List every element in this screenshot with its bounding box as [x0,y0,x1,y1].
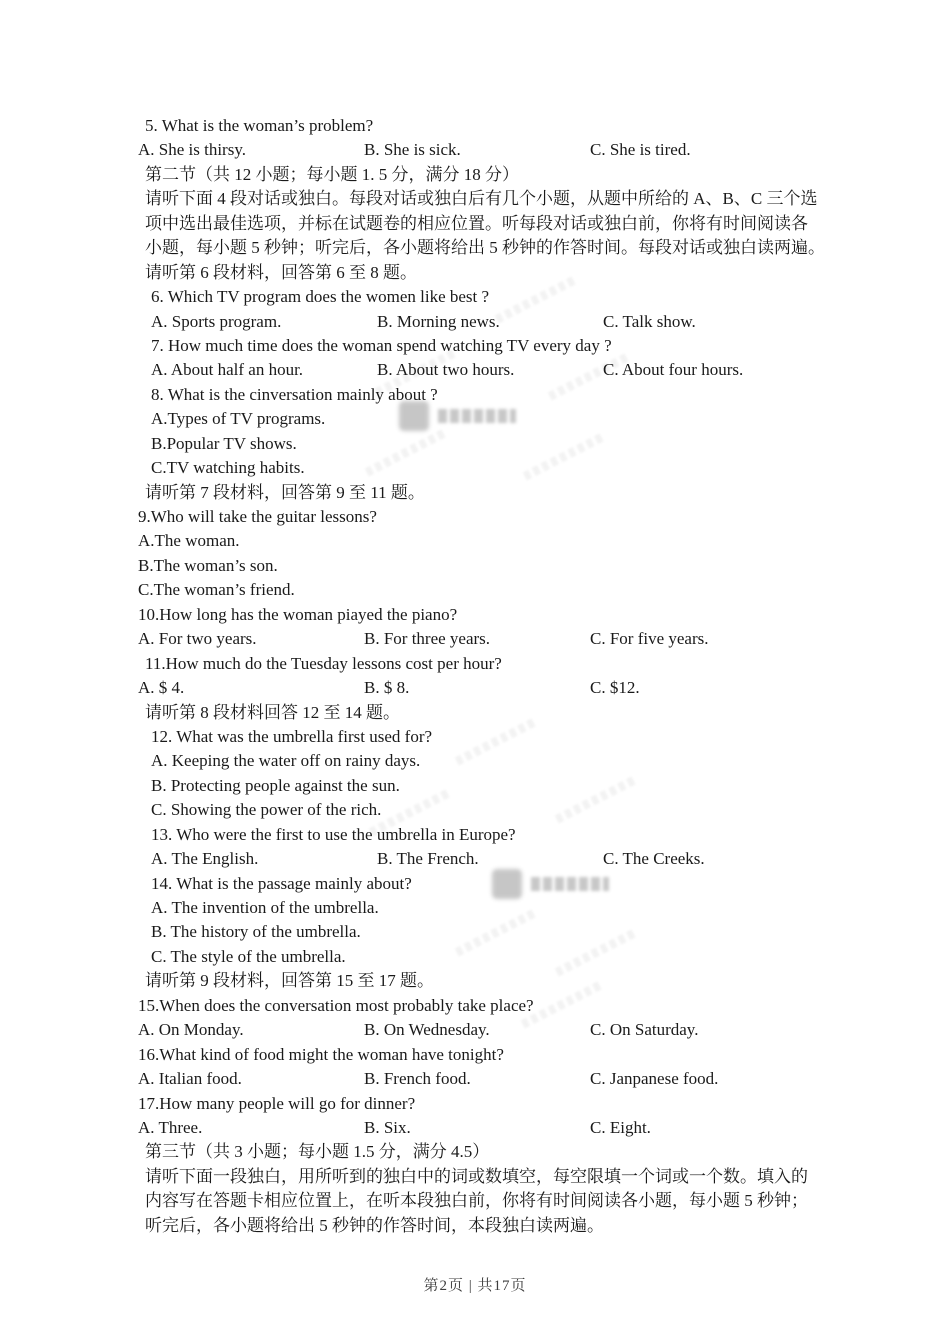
option-b: B. $ 8. [364,678,410,698]
option: A.Types of TV programs. [151,409,326,429]
option: B.Popular TV shows. [151,433,297,453]
option: A. Keeping the water off on rainy days. [151,751,421,771]
question: 7. How much time does the woman spend watching TV every day ? [151,335,612,355]
options-row [138,1067,816,1091]
options-row [138,138,816,162]
question: 16.What kind of food might the woman have tonight? [138,1044,504,1064]
material-prompt: 请听第 9 段材料，回答第 15 至 17 题。 [145,971,434,991]
section-heading: 第二节（共 12 小题；每小题 1. 5 分，满分 18 分） [145,164,519,184]
option-c: C. Talk show. [603,311,696,331]
option-b: B. Morning news. [377,311,500,331]
question: 14. What is the passage mainly about? [151,873,412,893]
option-a: A. The English. [151,849,259,869]
option: B.The woman’s son. [138,555,278,575]
question: 12. What was the umbrella first used for? [151,726,433,746]
instruction: 项中选出最佳选项，并标在试题卷的相应位置。听每段对话或独白前，你将有时间阅读各 [145,213,808,233]
question: 9.Who will take the guitar lessons? [138,507,377,526]
option-c: C. She is tired. [590,140,691,160]
option-a: A. $ 4. [138,678,185,698]
option-c: C. Janpanese food. [590,1069,719,1089]
options-row [138,358,816,382]
option: C.The woman’s friend. [138,580,295,600]
instruction: 请听下面一段独白，用所听到的独白中的词或数填空，每空限填一个词或一个数。填入的 [145,1166,808,1186]
options-row [138,847,816,871]
instruction: 内容写在答题卡相应位置上，在听本段独白前，你将有时间阅读各小题，每小题 5 秒钟； [145,1191,808,1211]
option-a: A. Italian food. [138,1069,242,1089]
option-c: C. The Creeks. [603,849,705,869]
question: 5. What is the woman’s problem? [145,116,374,135]
option: C. Showing the power of the rich. [151,800,382,820]
options-row [138,1018,816,1042]
options-row [138,310,816,334]
option-b: B. Six. [364,1117,411,1137]
option-c: C. Eight. [590,1117,651,1137]
option-b: B. She is sick. [364,140,461,160]
option-a: A. Three. [138,1117,203,1137]
instruction: 听完后，各小题将给出 5 秒钟的作答时间，本段独白读两遍。 [145,1215,604,1235]
option-c: C. For five years. [590,629,709,649]
page-number-label: 第2页 | 共17页 [423,1278,527,1294]
option-b: B. About two hours. [377,360,515,380]
instruction: 请听下面 4 段对话或独白。每段对话或独白后有几个小题，从题中所给的 A、B、C 三个选 [145,189,818,209]
question: 15.When does the conversation most probably take place? [138,995,534,1015]
material-prompt: 请听第 8 段材料回答 12 至 14 题。 [145,702,400,722]
option-b: B. For three years. [364,629,491,649]
option: C. The style of the umbrella. [151,946,346,966]
options-row [138,1116,816,1140]
section-heading: 第三节（共 3 小题；每小题 1.5 分，满分 4.5） [145,1142,490,1162]
options-row [138,627,816,651]
option-a: A. She is thirsy. [138,140,246,160]
question: 10.How long has the woman piayed the piano? [138,604,458,624]
question: 8. What is the cinversation mainly about ? [151,384,438,404]
question: 13. Who were the first to use the umbrella in Europe? [151,824,516,844]
option: B. Protecting people against the sun. [151,775,400,795]
instruction: 小题，每小题 5 秒钟；听完后，各小题将给出 5 秒钟的作答时间。每段对话或独白读两遍。 [145,238,825,258]
material-prompt: 请听第 6 段材料，回答第 6 至 8 题。 [145,262,417,282]
option: A.The woman. [138,531,240,551]
option-b: B. On Wednesday. [364,1020,490,1040]
question: 6. Which TV program does the women like best ? [151,287,490,307]
option-c: C. On Saturday. [590,1020,699,1040]
option-c: C. $12. [590,678,640,698]
material-prompt: 请听第 7 段材料，回答第 9 至 11 题。 [145,482,425,502]
exam-content [138,114,825,1238]
option-a: A. For two years. [138,629,257,649]
option: B. The history of the umbrella. [151,922,361,942]
options-row [138,676,816,700]
question: 17.How many people will go for dinner? [138,1093,416,1113]
option-c: C. About four hours. [603,360,744,380]
option-a: A. About half an hour. [151,360,304,380]
question: 11.How much do the Tuesday lessons cost per hour? [145,653,502,673]
option: A. The invention of the umbrella. [151,898,379,917]
option: C.TV watching habits. [151,458,305,478]
option-b: B. The French. [377,849,479,869]
page-footer [0,1274,950,1295]
option-a: A. On Monday. [138,1020,244,1040]
option-b: B. French food. [364,1069,471,1089]
option-a: A. Sports program. [151,311,282,331]
